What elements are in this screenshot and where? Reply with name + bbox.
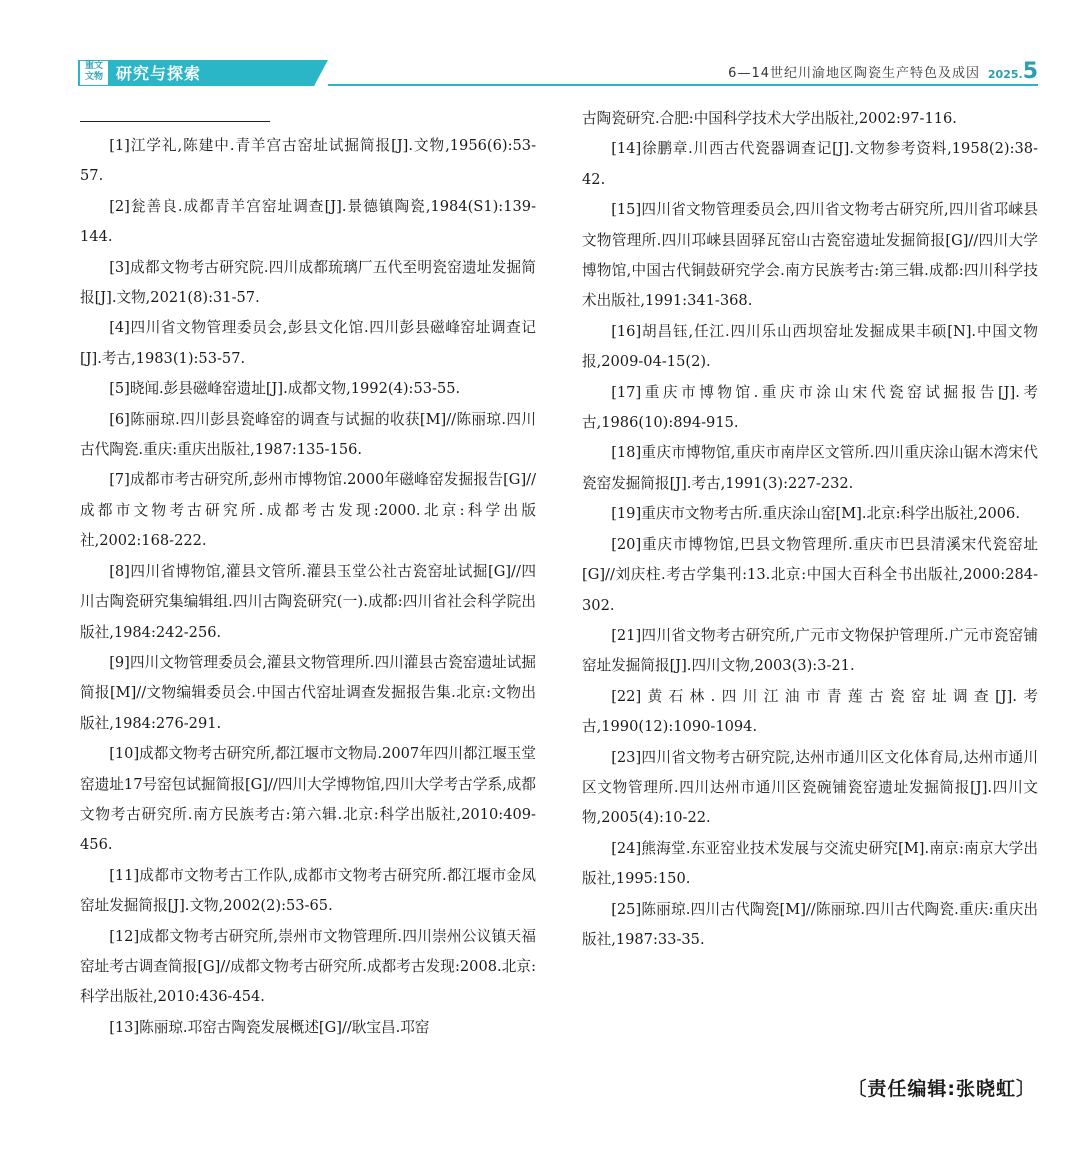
reference-item: [25]陈丽琼.四川古代陶瓷[M]//陈丽琼.四川古代陶瓷.重庆:重庆出版社,1987:33-35. — [582, 900, 1038, 948]
journal-logo — [80, 61, 108, 85]
responsible-editor: 〔责任编辑:张晓虹〕 — [847, 1078, 1036, 1100]
reference-item: [14]徐鹏章.川西古代瓷器调查记[J].文物参考资料,1958(2):38-42. — [582, 140, 1038, 188]
reference-item: [17]重庆市博物馆.重庆市涂山宋代瓷窑试掘报告[J].考古,1986(10):894-915. — [582, 383, 1038, 432]
logo-top: 重文 — [84, 61, 103, 71]
reference-item: [19]重庆市文物考古所.重庆涂山窑[M].北京:科学出版社,2006. — [611, 505, 1020, 523]
reference-item: [24]熊海堂.东亚窑业技术发展与交流史研究[M].南京:南京大学出版社,1995:150. — [582, 839, 1038, 888]
reference-item: [20]重庆市博物馆,巴县文物管理所.重庆市巴县清溪宋代瓷窑址[G]//刘庆柱.考古学集刊:13.北京:中国大百科全书出版社,2000:284-302. — [582, 535, 1038, 614]
reference-item: [2]瓮善良.成都青羊宫窑址调查[J].景德镇陶瓷,1984(S1):139-144. — [80, 197, 536, 246]
reference-item: [3]成都文物考古研究院.四川成都琉璃厂五代至明瓷窑遗址发掘简报[J].文物,2021(8):31-57. — [80, 258, 536, 307]
reference-item: [16]胡昌钰,任江.四川乐山西坝窑址发掘成果丰硕[N].中国文物报,2009-04-15(2). — [582, 322, 1038, 371]
page-header — [0, 0, 1080, 90]
reference-item: [23]四川省文物考古研究院,达州市通川区文化体育局,达州市通川区文物管理所.四川达州市通川区瓷碗铺瓷窑遗址发掘简报[J].四川文物,2005(4):10-22. — [582, 748, 1038, 827]
logo-bottom: 文物 — [84, 72, 103, 82]
reference-item: [10]成都文物考古研究所,都江堰市文物局.2007年四川都江堰玉堂窑遗址17号窑包试掘简报[G]//四川大学博物馆,四川大学考古学系,成都文物考古研究所.南方民族考古:第六辑.北京:科学出版社,2010:409-456. — [80, 745, 536, 854]
issue-year: 2025. — [987, 68, 1023, 81]
running-title: 6—14世纪川渝地区陶瓷生产特色及成因 — [728, 66, 980, 81]
reference-item: [5]晓闻.彭县磁峰窑遗址[J].成都文物,1992(4):53-55. — [109, 380, 461, 398]
reference-item: [7]成都市考古研究所,彭州市博物馆.2000年磁峰窑发掘报告[G]//成都市文物考古研究所.成都考古发现:2000.北京:科学出版社,2002:168-222. — [80, 471, 536, 550]
issue-number — [988, 60, 1038, 87]
issue-no: 5 — [1022, 59, 1038, 84]
reference-item: [13]陈丽琼.邛窑古陶瓷发展概述[G]//耿宝昌.邛窑 — [109, 1018, 430, 1036]
header-rule — [328, 84, 1038, 86]
reference-item: [21]四川省文物考古研究所,广元市文物保护管理所.广元市瓷窑铺窑址发掘简报[J].四川文物,2003(3):3-21. — [582, 626, 1038, 675]
reference-item: [9]四川文物管理委员会,灌县文物管理所.四川灌县古瓷窑遗址试掘简报[M]//文物编辑委员会.中国古代窑址调查发掘报告集.北京:文物出版社,1984:276-291. — [80, 653, 536, 732]
reference-item: [22]黄石林.四川江油市青莲古瓷窑址调查[J].考古,1990(12):1090-1094. — [582, 687, 1038, 736]
reference-continuation: 古陶瓷研究.合肥:中国科学技术大学出版社,2002:97-116. — [582, 110, 957, 127]
reference-item: [8]四川省博物馆,灌县文管所.灌县玉堂公社古瓷窑址试掘[G]//四川古陶瓷研究集编辑组.四川古陶瓷研究(一).成都:四川省社会科学院出版社,1984:242-256. — [80, 562, 536, 641]
reference-item: [15]四川省文物管理委员会,四川省文物考古研究所,四川省邛崃县文物管理所.四川邛崃县固驿瓦窑山古瓷窑遗址发掘简报[G]//四川大学博物馆,中国古代铜鼓研究学会.南方民族考古:第三辑.成都:四川科学技术出版社,1991:341-368. — [582, 201, 1038, 310]
reference-item: [6]陈丽琼.四川彭县瓷峰窑的调查与试掘的收获[M]//陈丽琼.四川古代陶瓷.重庆:重庆出版社,1987:135-156. — [80, 410, 536, 459]
reference-item: [12]成都文物考古研究所,崇州市文物管理所.四川崇州公议镇天福窑址考古调查简报[G]//成都文物考古研究所.成都考古发现:2008.北京:科学出版社,2010:436-454. — [80, 927, 536, 1006]
reference-item: [4]四川省文物管理委员会,彭县文化馆.四川彭县磁峰窑址调查记[J].考古,1983(1):53-57. — [80, 319, 536, 367]
section-band-tail — [314, 60, 328, 86]
reference-item: [11]成都市文物考古工作队,成都市文物考古研究所.都江堰市金凤窑址发掘简报[J].文物,2002(2):53-65. — [80, 866, 536, 915]
reference-item: [1]江学礼,陈建中.青羊宫古窑址试掘简报[J].文物,1956(6):53-57. — [80, 137, 536, 185]
reference-item: [18]重庆市博物馆,重庆市南岸区文管所.四川重庆涂山锯木湾宋代瓷窑发掘简报[J].考古,1991(3):227-232. — [582, 444, 1038, 492]
references-right-column — [582, 104, 1038, 955]
section-title: 研究与探索 — [116, 64, 202, 83]
references-left-column — [80, 110, 536, 1043]
